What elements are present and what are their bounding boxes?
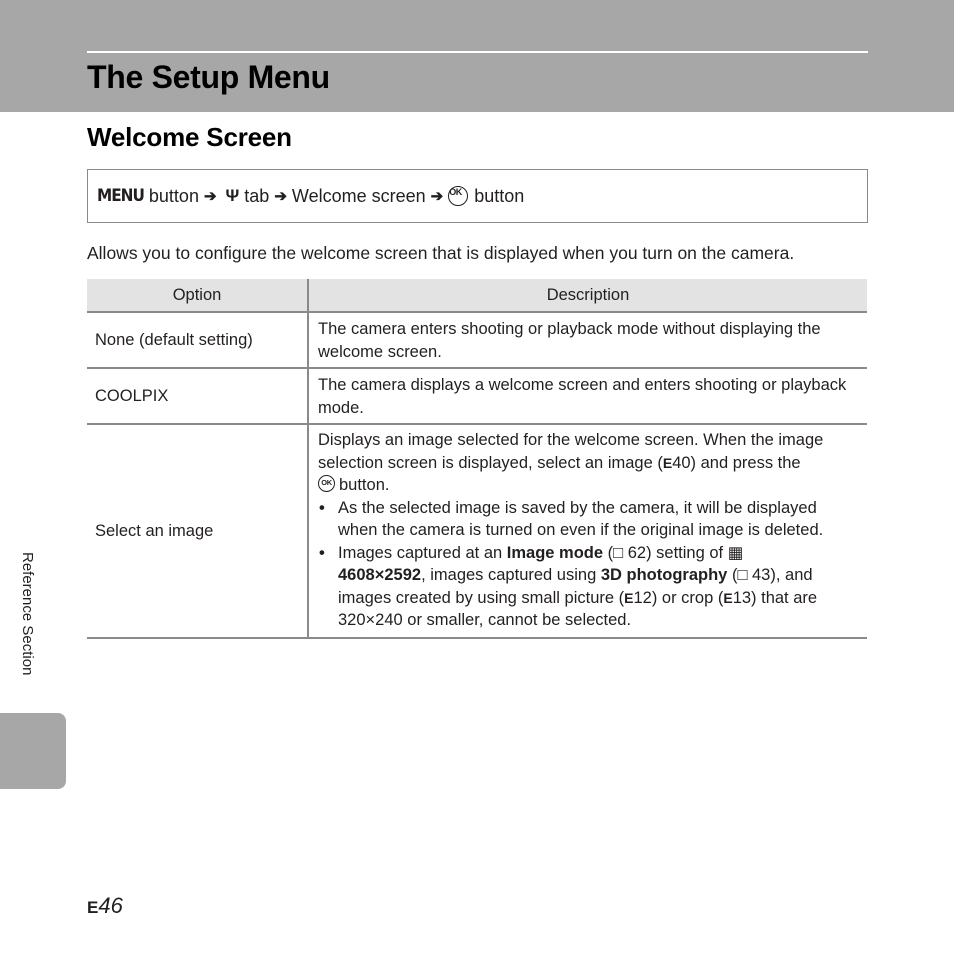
reference-e-icon: E (87, 898, 99, 917)
bullet-icon: • (319, 498, 325, 517)
description-cell: The camera displays a welcome screen and enters shooting or playback mode. (318, 376, 847, 417)
header-description: Description (546, 285, 630, 304)
ok-button-icon: OK (318, 475, 335, 492)
option-cell: COOLPIX (87, 369, 309, 423)
header-rule (87, 51, 868, 53)
page-number: E46 (87, 893, 123, 918)
table-header (87, 279, 867, 313)
table-row (87, 313, 867, 369)
bullet-icon: • (319, 543, 325, 562)
description-cell (309, 425, 867, 637)
reference-e-icon: E (624, 589, 634, 606)
nav-step-welcome-screen: Welcome screen (291, 185, 426, 206)
nav-step-button: button (148, 185, 199, 206)
bullet-item: • As the selected image is saved by the camera, it will be displayed when the camera is turned on even if the original image is deleted. (318, 497, 859, 542)
ok-button-icon: OK (448, 186, 468, 206)
menu-button-icon: MENU (97, 186, 144, 206)
book-icon: □ (737, 566, 748, 584)
menu-path-box (87, 169, 868, 223)
section-title: Welcome Screen (87, 122, 292, 152)
description-cell: The camera enters shooting or playback mode without displaying the welcome screen. (318, 320, 821, 361)
arrow-icon: ➔ (274, 188, 287, 205)
arrow-icon: ➔ (203, 188, 217, 205)
nav-step-ok-button: button (474, 185, 525, 206)
sidebar-section-label: Reference Section (19, 552, 36, 676)
nav-step-tab: tab (244, 185, 270, 206)
arrow-icon: ➔ (430, 188, 444, 205)
wrench-icon: Ψ (225, 186, 240, 205)
header-option: Option (87, 279, 309, 311)
book-icon: □ (613, 543, 624, 562)
section-thumb-tab (0, 713, 66, 789)
reference-e-icon: E (723, 589, 733, 606)
bullet-item: • Images captured at an Image mode (□ 62) setting of ▦ 4608×2592, images captured using 3D photography (□ 43), and images created by using small picture (E12) or crop (E13) that are 320×240 or smaller, cannot be selected. (318, 542, 859, 632)
option-cell: None (default setting) (87, 313, 309, 367)
image-size-icon: ▦ (727, 543, 744, 562)
option-cell: Select an image (87, 425, 309, 637)
settings-table (87, 279, 867, 639)
table-row (87, 425, 867, 639)
description-paragraph: Displays an image selected for the welcome screen. When the image selection screen is displayed, select an image (E40) and press the OK button. (318, 431, 824, 494)
intro-paragraph: Allows you to configure the welcome screen that is displayed when you turn on the camera. (87, 243, 795, 263)
chapter-title: The Setup Menu (87, 59, 330, 95)
reference-e-icon: E (662, 454, 673, 471)
table-row (87, 369, 867, 425)
